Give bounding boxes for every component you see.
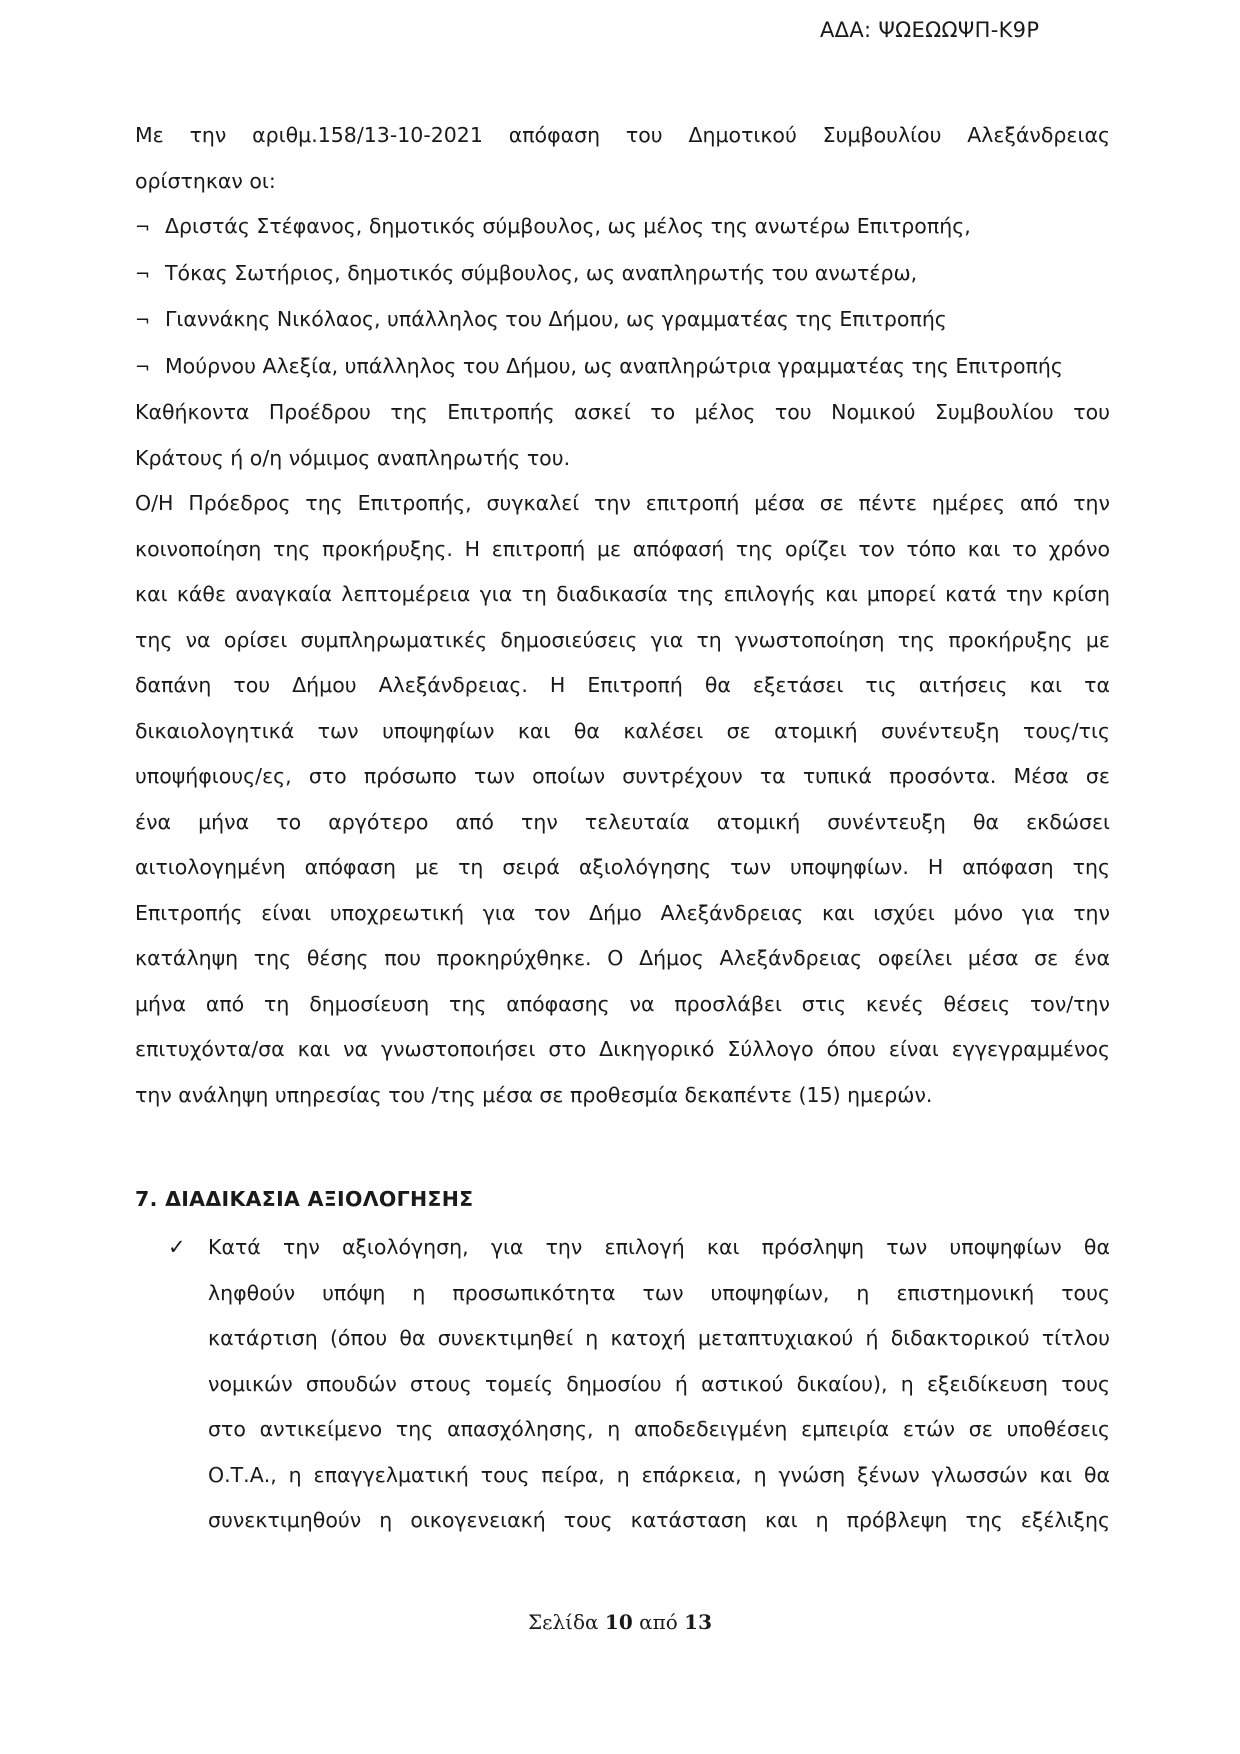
dash-item-text: Μούρνου Αλεξία, υπάλληλος του Δήμου, ως αναπληρώτρια γραμματέας της Επιτροπής — [165, 353, 1063, 378]
checklist-line: στο αντικείμενο της απασχόλησης, η αποδεδειγμένη εμπειρία ετών σε υποθέσεις — [208, 1417, 1110, 1441]
checklist-line: συνεκτιμηθούν η οικογενειακή τους κατάσταση και η πρόβλεψη της εξέλιξης — [208, 1508, 1110, 1532]
document-body — [135, 113, 1110, 1118]
paragraph-line: Καθήκοντα Προέδρου της Επιτροπής ασκεί το μέλος του Νομικού Συμβουλίου του — [135, 400, 1110, 424]
checklist-item — [165, 1225, 1110, 1544]
checklist-line: νομικών σπουδών στους τομείς δημοσίου ή αστικού δικαίου), η εξειδίκευση τους — [208, 1371, 1110, 1396]
page-word: Σελίδα — [527, 1610, 599, 1634]
dash-list-item — [135, 251, 1110, 298]
paragraph-line: επιτυχόντα/σα και να γνωστοποιήσει στο Δικηγορικό Σύλλογο όπου είναι εγγεγραμμένος — [135, 1037, 1110, 1061]
section-heading: 7. ΔΙΑΔΙΚΑΣΙΑ ΑΞΙΟΛΟΓΗΣΗΣ — [135, 1187, 474, 1211]
checklist-line: Κατά την αξιολόγηση, για την επιλογή και πρόσληψη των υποψηφίων θα — [208, 1235, 1110, 1259]
dash-list-item — [135, 297, 1110, 344]
dash-bullet-icon: ¬ — [135, 263, 151, 285]
page-total: 13 — [684, 1610, 713, 1634]
dash-bullet-icon: ¬ — [135, 310, 151, 331]
dash-list-item — [135, 204, 1110, 251]
paragraph-line: κατάληψη της θέσης που προκηρύχθηκε. Ο Δήμος Αλεξάνδρειας οφείλει μέσα σε ένα — [135, 946, 1110, 970]
checkmark-icon: ✓ — [168, 1235, 186, 1259]
page-current: 10 — [604, 1610, 633, 1634]
paragraph-line: και κάθε αναγκαία λεπτομέρεια για τη διαδικασία της επιλογής και μπορεί κατά την κρίση — [135, 582, 1110, 606]
dash-list-item — [135, 344, 1110, 391]
paragraph-line: δικαιολογητικά των υποψηφίων και θα καλέσει σε ατομική συνέντευξη τους/τις — [135, 718, 1110, 743]
dash-bullet-icon: ¬ — [135, 217, 151, 238]
paragraph-line: μήνα από τη δημοσίευση της απόφασης να προσλάβει στις κενές θέσεις τον/την — [135, 991, 1110, 1016]
paragraph-line: της να ορίσει συμπληρωματικές δημοσιεύσεις για τη γνωστοποίηση της προκήρυξης με — [135, 627, 1110, 652]
paragraph-line: δαπάνη του Δήμου Αλεξάνδρειας. Η Επιτροπή θα εξετάσει τις αιτήσεις και τα — [135, 673, 1110, 697]
checklist-line: κατάρτιση (όπου θα συνεκτιμηθεί η κατοχή μεταπτυχιακού ή διδακτορικού τίτλου — [208, 1326, 1110, 1350]
checklist — [165, 1225, 1110, 1544]
ada-code: ΑΔΑ: ΨΩΕΩΩΨΠ-Κ9Ρ — [820, 18, 1040, 42]
dash-item-text: Γιαννάκης Νικόλαος, υπάλληλος του Δήμου, ως γραμματέας της Επιτροπής — [165, 307, 947, 331]
paragraph-line: ένα μήνα το αργότερο από την τελευταία ατομική συνέντευξη θα εκδώσει — [135, 809, 1110, 834]
paragraph-line: υποψήφιους/ες, στο πρόσωπο των οποίων συντρέχουν τα τυπικά προσόντα. Μέσα σε — [135, 764, 1110, 788]
paragraph-line: την ανάληψη υπηρεσίας του /της μέσα σε προθεσμία δεκαπέντε (15) ημερών. — [135, 1082, 933, 1107]
dash-bullet-icon: ¬ — [135, 356, 151, 378]
paragraph-line: Επιτροπής είναι υποχρεωτική για τον Δήμο Αλεξάνδρειας και ισχύει μόνο για την — [135, 900, 1110, 925]
paragraph-line: αιτιολογημένη απόφαση με τη σειρά αξιολόγησης των υποψηφίων. Η απόφαση της — [135, 855, 1110, 879]
paragraph-line: Κράτους ή ο/η νόμιμος αναπληρωτής του. — [135, 445, 571, 470]
dash-item-text: Τόκας Σωτήριος, δημοτικός σύμβουλος, ως αναπληρωτής του ανωτέρω, — [165, 260, 918, 285]
checklist-line: Ο.Τ.Α., η επαγγελματική τους πείρα, η επάρκεια, η γνώση ξένων γλωσσών και θα — [208, 1462, 1110, 1487]
paragraph-line: κοινοποίηση της προκήρυξης. Η επιτροπή με απόφασή της ορίζει τον τόπο και το χρόνο — [135, 536, 1110, 561]
paragraph-line: Ο/Η Πρόεδρος της Επιτροπής, συγκαλεί την επιτροπή μέσα σε πέντε ημέρες από την — [135, 491, 1110, 515]
page-footer — [0, 1610, 1240, 1634]
page-of: από — [639, 1610, 678, 1634]
paragraph-line: ορίστηκαν οι: — [135, 168, 276, 193]
dash-item-text: Δριστάς Στέφανος, δημοτικός σύμβουλος, ως μέλος της ανωτέρω Επιτροπής, — [165, 214, 971, 238]
paragraph-line: Με την αριθμ.158/13-10-2021 απόφαση του Δημοτικού Συμβουλίου Αλεξάνδρειας — [135, 123, 1110, 147]
checklist-line: ληφθούν υπόψη η προσωπικότητα των υποψηφίων, η επιστημονική τους — [208, 1280, 1110, 1305]
